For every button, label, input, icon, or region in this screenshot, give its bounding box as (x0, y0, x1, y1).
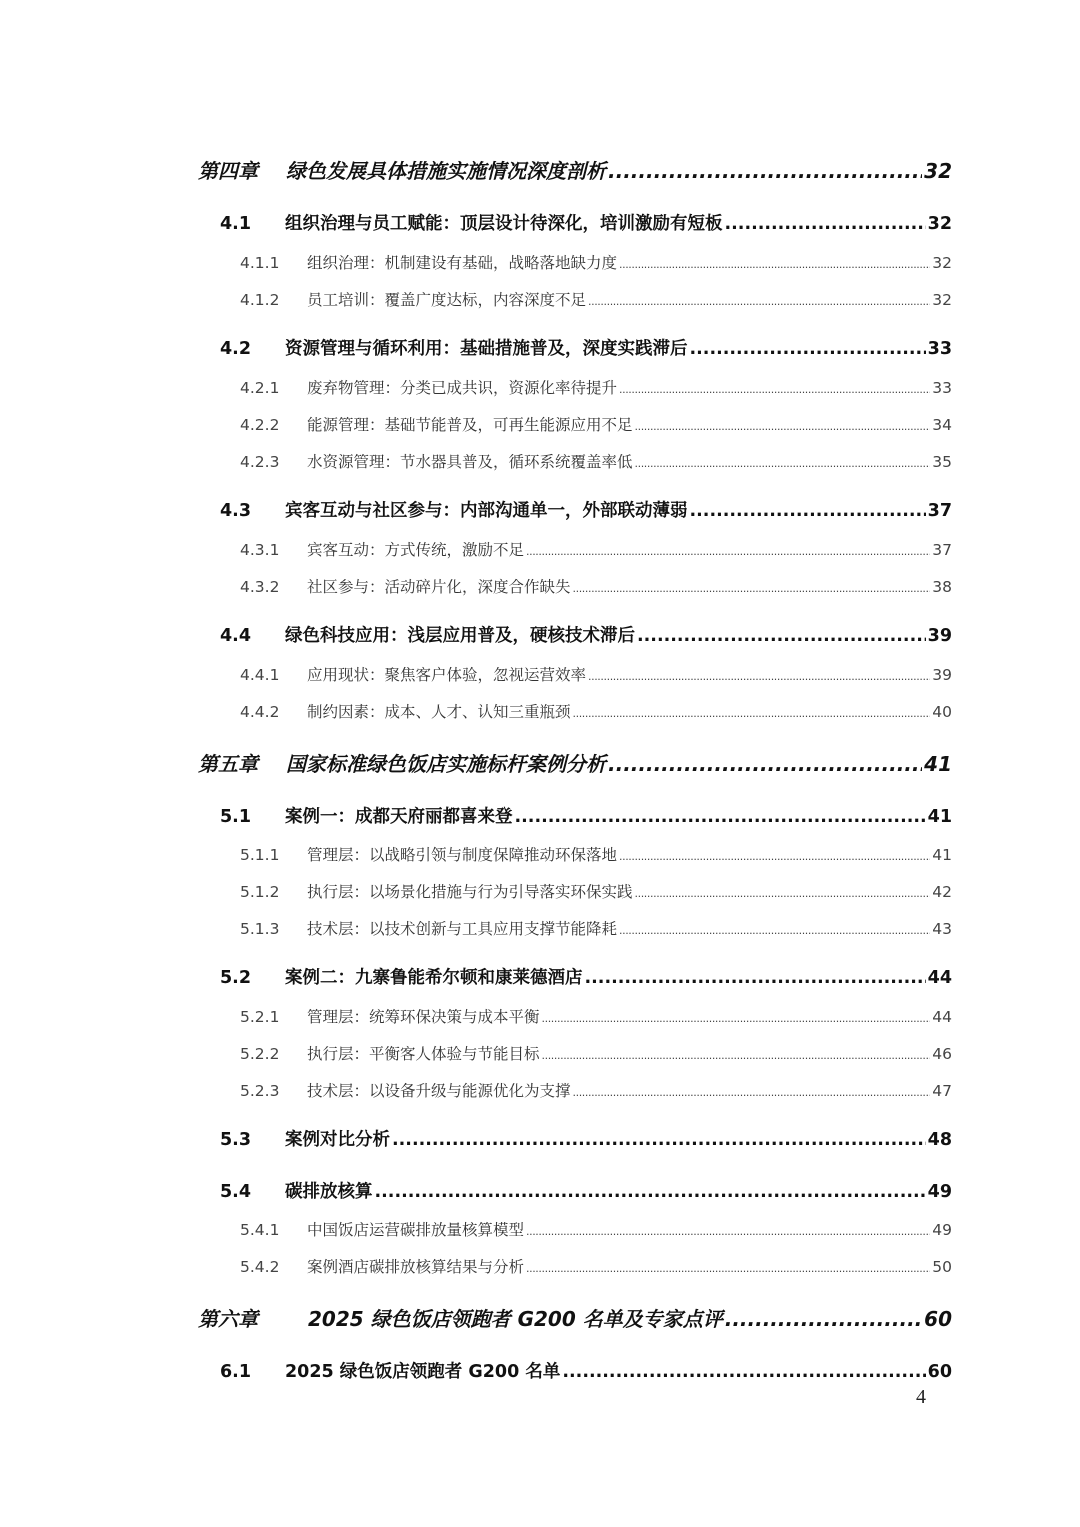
toc-subsection-4-4-2[interactable] (240, 700, 952, 722)
toc-page-number: 33 (927, 339, 952, 359)
toc-number: 5.2 (220, 968, 252, 988)
toc-number: 4.3.2 (240, 578, 280, 596)
toc-number: 4.4.1 (240, 666, 280, 684)
toc-number: 5.1.1 (240, 846, 280, 864)
toc-page-number: 39 (927, 626, 952, 646)
toc-section-6-1[interactable] (220, 1358, 952, 1383)
dot-leader (573, 1086, 931, 1099)
toc-page-number: 47 (932, 1082, 952, 1100)
toc-number: 5.4.2 (240, 1258, 280, 1276)
toc-title: 案例酒店碳排放核算结果与分析 (307, 1258, 525, 1276)
toc-number: 4.1.1 (240, 254, 280, 272)
toc-page-number: 35 (932, 453, 952, 471)
toc-section-4-1[interactable] (220, 210, 952, 235)
toc-page-number: 43 (932, 920, 952, 938)
toc-title: 社区参与：活动碎片化，深度合作缺失 (307, 578, 571, 596)
toc-title: 组织治理与员工赋能：顶层设计待深化，培训激励有短板 (285, 214, 723, 234)
toc-page-number: 50 (932, 1258, 952, 1276)
toc-page-number: 32 (924, 159, 952, 183)
toc-page-number: 32 (927, 214, 952, 234)
dot-leader (608, 159, 922, 183)
dot-leader (635, 887, 931, 900)
toc-number: 4.4 (220, 626, 252, 646)
toc-subsection-4-1-2[interactable] (240, 288, 952, 310)
toc-title: 废弃物管理：分类已成共识，资源化率待提升 (307, 379, 618, 397)
dot-leader (725, 214, 926, 234)
toc-title: 水资源管理：节水器具普及，循环系统覆盖率低 (307, 453, 633, 471)
dot-leader (690, 501, 926, 521)
toc-number: 5.4.1 (240, 1221, 280, 1239)
dot-leader (542, 1049, 931, 1062)
toc-section-5-1[interactable] (220, 803, 952, 828)
toc-page-number: 32 (932, 291, 952, 309)
dot-leader (725, 1307, 922, 1331)
toc-subsection-4-4-1[interactable] (240, 663, 952, 685)
dot-leader (619, 850, 930, 863)
toc-section-5-3[interactable] (220, 1126, 952, 1151)
toc-subsection-4-2-2[interactable] (240, 413, 952, 435)
toc-title: 宾客互动：方式传统，激励不足 (307, 541, 525, 559)
dot-leader (585, 968, 926, 988)
toc-number: 4.3.1 (240, 541, 280, 559)
dot-leader (526, 545, 930, 558)
toc-section-4-3[interactable] (220, 497, 952, 522)
dot-leader (619, 258, 930, 271)
toc-subsection-5-1-2[interactable] (240, 880, 952, 902)
toc-title: 组织治理：机制建设有基础，战略落地缺力度 (307, 254, 618, 272)
toc-title: 中国饭店运营碳排放量核算模型 (307, 1221, 525, 1239)
toc-subsection-5-2-2[interactable] (240, 1042, 952, 1064)
dot-leader (619, 924, 930, 937)
dot-leader (690, 339, 926, 359)
dot-leader (573, 582, 931, 595)
toc-page-number: 49 (932, 1221, 952, 1239)
toc-subsection-5-2-1[interactable] (240, 1005, 952, 1027)
toc-subsection-4-1-1[interactable] (240, 251, 952, 273)
toc-number: 4.1.2 (240, 291, 280, 309)
toc-chapter-6[interactable] (198, 1303, 952, 1332)
toc-section-5-2[interactable] (220, 964, 952, 989)
toc-page-number: 37 (932, 541, 952, 559)
toc-title: 绿色发展具体措施实施情况深度剖析 (286, 159, 606, 183)
dot-leader (635, 420, 931, 433)
dot-leader (619, 383, 930, 396)
toc-title: 应用现状：聚焦客户体验，忽视运营效率 (307, 666, 587, 684)
toc-page-number: 49 (927, 1182, 952, 1202)
toc-title: 碳排放核算 (285, 1182, 373, 1202)
toc-title: 国家标准绿色饭店实施标杆案例分析 (286, 752, 606, 776)
toc-number: 4.2.2 (240, 416, 280, 434)
toc-number: 4.2.1 (240, 379, 280, 397)
toc-title: 员工培训：覆盖广度达标，内容深度不足 (307, 291, 587, 309)
toc-title: 绿色科技应用：浅层应用普及，硬核技术滞后 (285, 626, 635, 646)
toc-number: 5.4 (220, 1182, 252, 1202)
toc-section-4-2[interactable] (220, 335, 952, 360)
toc-title: 技术层：以设备升级与能源优化为支撑 (307, 1082, 571, 1100)
toc-page-number: 60 (924, 1307, 952, 1331)
toc-page-number: 42 (932, 883, 952, 901)
toc-page-number: 34 (932, 416, 952, 434)
toc-page-number: 41 (924, 752, 952, 776)
toc-page-number: 48 (927, 1130, 952, 1150)
toc-number: 4.2 (220, 339, 252, 359)
toc-subsection-4-3-1[interactable] (240, 538, 952, 560)
toc-title: 能源管理：基础节能普及，可再生能源应用不足 (307, 416, 633, 434)
toc-section-5-4[interactable] (220, 1178, 952, 1203)
toc-page-number: 46 (932, 1045, 952, 1063)
toc-title: 案例对比分析 (285, 1130, 390, 1150)
toc-page-number: 44 (927, 968, 952, 988)
toc-title: 宾客互动与社区参与：内部沟通单一，外部联动薄弱 (285, 501, 688, 521)
toc-title: 2025 绿色饭店领跑者 G200 名单 (285, 1362, 561, 1382)
toc-number: 第五章 (198, 752, 258, 776)
toc-title: 资源管理与循环利用：基础措施普及，深度实践滞后 (285, 339, 688, 359)
toc-title: 管理层：统筹环保决策与成本平衡 (307, 1008, 540, 1026)
toc-title: 制约因素：成本、人才、认知三重瓶颈 (307, 703, 571, 721)
toc-number: 5.1.2 (240, 883, 280, 901)
toc-subsection-5-1-1[interactable] (240, 843, 952, 865)
toc-number: 5.2.2 (240, 1045, 280, 1063)
toc-subsection-5-1-3[interactable] (240, 917, 952, 939)
dot-leader (542, 1012, 931, 1025)
dot-leader (526, 1262, 930, 1275)
page-number: 4 (916, 1386, 926, 1408)
dot-leader (588, 295, 930, 308)
toc-title: 2025 绿色饭店领跑者 G200 名单及专家点评 (308, 1307, 723, 1331)
dot-leader (608, 752, 922, 776)
dot-leader (392, 1130, 926, 1150)
toc-page-number: 33 (932, 379, 952, 397)
toc-number: 5.2.1 (240, 1008, 280, 1026)
toc-number: 4.2.3 (240, 453, 280, 471)
toc-subsection-5-4-2[interactable] (240, 1255, 952, 1277)
toc-page-number: 37 (927, 501, 952, 521)
dot-leader (375, 1182, 926, 1202)
toc-number: 第六章 (198, 1307, 258, 1331)
toc-page-number: 32 (932, 254, 952, 272)
toc-number: 4.3 (220, 501, 252, 521)
toc-number: 5.2.3 (240, 1082, 280, 1100)
toc-chapter-5[interactable] (198, 748, 952, 777)
toc-title: 执行层：以场景化措施与行为引导落实环保实践 (307, 883, 633, 901)
dot-leader (515, 807, 926, 827)
toc-page-number: 40 (932, 703, 952, 721)
toc-page-number: 41 (932, 846, 952, 864)
toc-page-number: 41 (927, 807, 952, 827)
toc-subsection-4-2-3[interactable] (240, 450, 952, 472)
toc-number: 6.1 (220, 1362, 252, 1382)
toc-number: 5.1.3 (240, 920, 280, 938)
toc-number: 4.1 (220, 214, 252, 234)
toc-page-number: 44 (932, 1008, 952, 1026)
dot-leader (573, 707, 931, 720)
toc-subsection-5-2-3[interactable] (240, 1079, 952, 1101)
toc-subsection-4-3-2[interactable] (240, 575, 952, 597)
dot-leader (637, 626, 926, 646)
dot-leader (588, 670, 930, 683)
toc-subsection-5-4-1[interactable] (240, 1218, 952, 1240)
toc-title: 案例二：九寨鲁能希尔顿和康莱德酒店 (285, 968, 583, 988)
toc-number: 5.3 (220, 1130, 252, 1150)
toc-page-number: 38 (932, 578, 952, 596)
toc-chapter-4[interactable] (198, 155, 952, 184)
dot-leader (635, 457, 931, 470)
dot-leader (562, 1362, 925, 1382)
toc-page-number: 60 (927, 1362, 952, 1382)
toc-section-4-4[interactable] (220, 622, 952, 647)
toc-number: 5.1 (220, 807, 252, 827)
toc-title: 执行层：平衡客人体验与节能目标 (307, 1045, 540, 1063)
toc-subsection-4-2-1[interactable] (240, 376, 952, 398)
toc-title: 案例一：成都天府丽都喜来登 (285, 807, 513, 827)
dot-leader (526, 1225, 930, 1238)
toc-number: 4.4.2 (240, 703, 280, 721)
toc-number: 第四章 (198, 159, 258, 183)
toc-page-number: 39 (932, 666, 952, 684)
toc-title: 管理层：以战略引领与制度保障推动环保落地 (307, 846, 618, 864)
toc-title: 技术层：以技术创新与工具应用支撑节能降耗 (307, 920, 618, 938)
